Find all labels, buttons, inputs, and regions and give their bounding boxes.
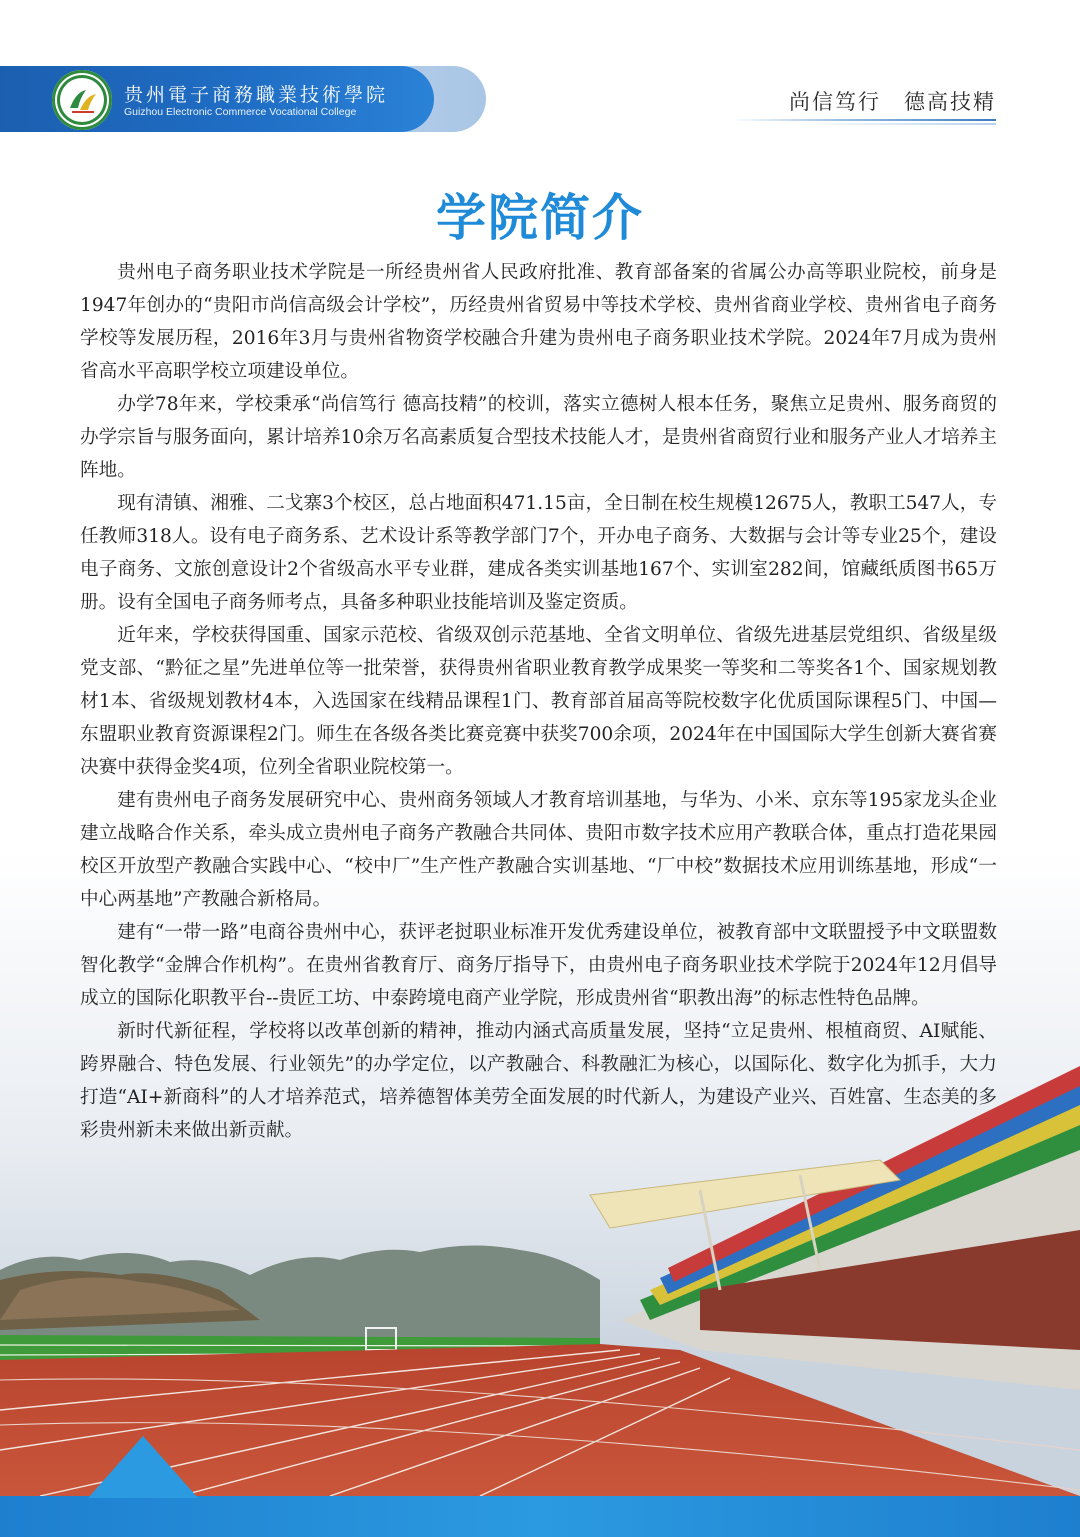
- paragraph: 建有“一带一路”电商谷贵州中心，获评老挝职业标准开发优秀建设单位，被教育部中文联盟授予中文联盟数智化教学“金牌合作机构”。在贵州省教育厅、商务厅指导下，由贵州电子商务职业技术学院于2024年12月倡导成立的国际化职教平台--贵匠工坊、中泰跨境电商产业学院，形成贵州省“职教出海”的标志性特色品牌。: [80, 922, 997, 1009]
- paragraph: 贵州电子商务职业技术学院是一所经贵州省人民政府批准、教育部备案的省属公办高等职业院校，前身是1947年创办的“贵阳市尚信高级会计学校”，历经贵州省贸易中等技术学校、贵州省商业学校、贵州省电子商务学校等发展历程，2016年3月与贵州省物资学校融合升建为贵州电子商务职业技术学院。2024年7月成为贵州省高水平高职学校立项建设单位。: [80, 262, 997, 382]
- footer-triangle: [88, 1436, 198, 1498]
- intro-text: [80, 256, 997, 1147]
- school-motto: 尚信笃行 德高技精: [789, 90, 996, 114]
- motto-underline-secondary: [800, 123, 996, 125]
- paragraph: 新时代新征程，学校将以改革创新的精神，推动内涵式高质量发展，坚持“立足贵州、根植商贸、AI赋能、跨界融合、特色发展、行业领先”的办学定位，以产教融合、科教融汇为核心，以国际化、数字化为抓手，大力打造“AI+新商科”的人才培养范式，培养德智体美劳全面发展的时代新人，为建设产业兴、百姓富、生态美的多彩贵州新未来做出新贡献。: [80, 1021, 997, 1141]
- paragraph: 办学78年来，学校秉承“尚信笃行 德高技精”的校训，落实立德树人根本任务，聚焦立足贵州、服务商贸的办学宗旨与服务面向，累计培养10余万名高素质复合型技术技能人才，是贵州省商贸行业和服务产业人才培养主阵地。: [80, 394, 997, 481]
- motto-underline: [730, 119, 996, 121]
- paragraph: 现有清镇、湘雅、二戈寨3个校区，总占地面积471.15亩，全日制在校生规模12675人，教职工547人，专任教师318人。设有电子商务系、艺术设计系等教学部门7个，开办电子商务、大数据与会计等专业25个，建设电子商务、文旅创意设计2个省级高水平专业群，建成各类实训基地167个、实训室282间，馆藏纸质图书65万册。设有全国电子商务师考点，具备多种职业技能培训及鉴定资质。: [80, 493, 997, 613]
- page-title: 学院简介: [436, 189, 644, 247]
- footer-bar: [0, 1496, 1080, 1537]
- college-name-en: Guizhou Electronic Commerce Vocational College: [124, 106, 357, 118]
- paragraph: 近年来，学校获得国重、国家示范校、省级双创示范基地、全省文明单位、省级先进基层党组织、省级星级党支部、“黔征之星”先进单位等一批荣誉，获得贵州省职业教育教学成果奖一等奖和二等奖各1个、国家规划教材1本、省级规划教材4本，入选国家在线精品课程1门、教育部首届高等院校数字化优质国际课程5门、中国—东盟职业教育资源课程2门。师生在各级各类比赛竞赛中获奖700余项，2024年在中国国际大学生创新大赛省赛决赛中获得金奖4项，位列全省职业院校第一。: [80, 625, 997, 778]
- college-name-cn: 贵州電子商務職業技術學院: [124, 84, 389, 106]
- paragraph: 建有贵州电子商务发展研究中心、贵州商务领域人才教育培训基地，与华为、小米、京东等195家龙头企业建立战略合作关系，牵头成立贵州电子商务产教融合共同体、贵阳市数字技术应用产教联合体，重点打造花果园校区开放型产教融合实践中心、“校中厂”生产性产教融合实训基地、“厂中校”数据技术应用训练基地，形成“一中心两基地”产教融合新格局。: [80, 790, 997, 910]
- college-logo-icon: [52, 70, 112, 130]
